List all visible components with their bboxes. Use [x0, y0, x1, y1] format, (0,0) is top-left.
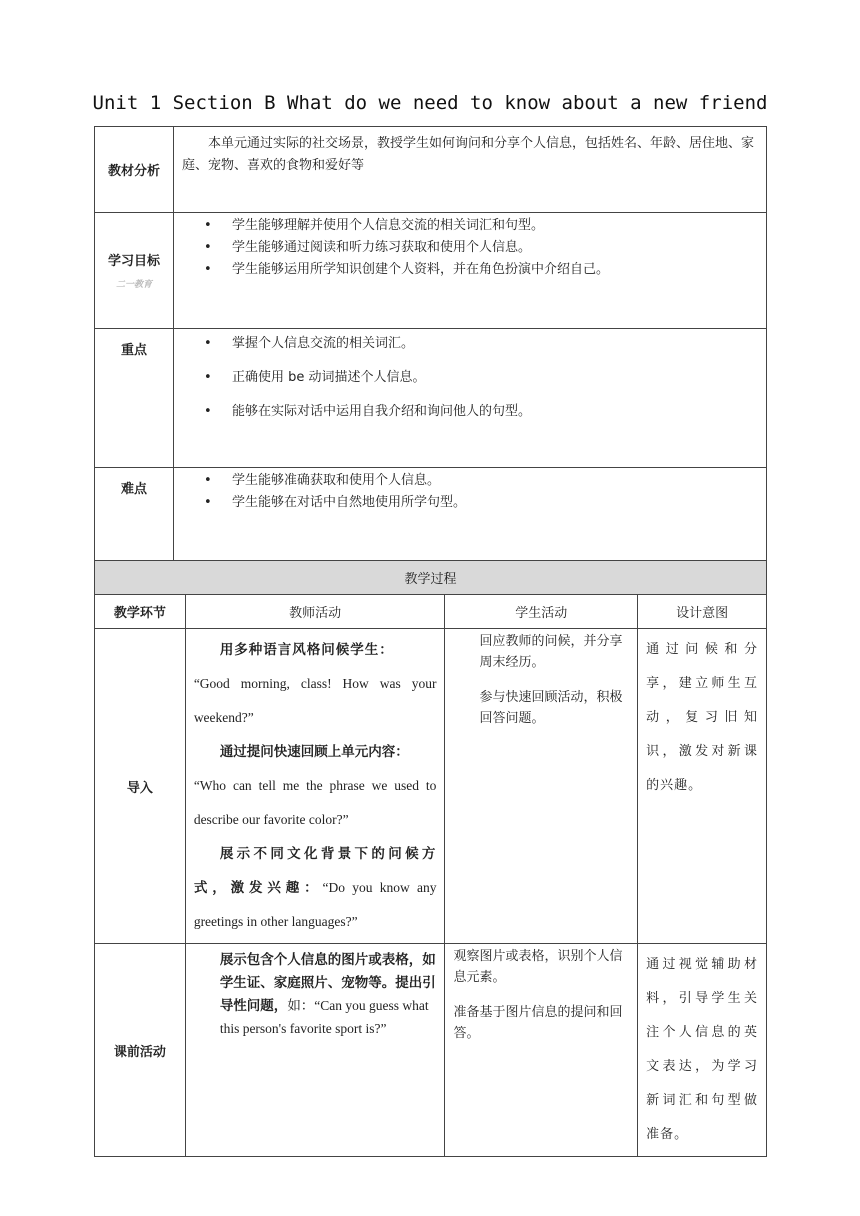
column-header: 教学环节	[95, 595, 186, 629]
column-header: 学生活动	[445, 595, 638, 629]
goals-list	[174, 215, 766, 281]
design-intent: 通过视觉辅助材料，引导学生关注个人信息的英文表达，为学习新词汇和句型做准备。	[638, 944, 767, 1157]
stage-cell: 课前活动	[95, 944, 186, 1157]
process-table	[94, 560, 767, 1157]
difficult-item: • 学生能够在对话中自然地使用所学句型。	[204, 492, 766, 514]
overview-table	[94, 126, 767, 561]
process-header: 教学过程	[95, 561, 767, 595]
key-label: 重点	[95, 329, 174, 468]
student-activity: 回应教师的问候，并分享周末经历。 参与快速回顾活动，积极回答问题。	[445, 629, 638, 944]
watermark-logo: 二一教育	[115, 280, 152, 290]
student-activity: 观察图片或表格，识别个人信息元素。 准备基于图片信息的提问和回答。	[445, 944, 638, 1157]
column-header: 教师活动	[185, 595, 445, 629]
design-intent: 通过问候和分享，建立师生互动，复习旧知识，激发对新课的兴趣。	[638, 629, 767, 944]
difficult-list	[174, 470, 766, 514]
key-list	[174, 333, 766, 423]
teacher-activity: 用多种语言风格问候学生： “Good morning, class! How was your weekend?” 通过提问快速回顾上单元内容： “Who can tell me the phrase we used to describe our favorite color?” 展示不同文化背景下的问候方式，激发兴趣：“Do you know any greetings in other languages?”	[185, 629, 445, 944]
difficult-item: • 学生能够准确获取和使用个人信息。	[204, 470, 766, 492]
stage-cell: 导入	[95, 629, 186, 944]
page-title: Unit 1 Section B What do we need to know about a new friend	[92, 92, 768, 114]
analysis-text: 本单元通过实际的社交场景，教授学生如何询问和分享个人信息，包括姓名、年龄、居住地、家庭、宠物、喜欢的食物和爱好等	[182, 136, 755, 173]
key-item: • 掌握个人信息交流的相关词汇。	[204, 333, 766, 355]
table-row	[95, 944, 767, 1157]
goal-item: • 学生能够运用所学知识创建个人资料，并在角色扮演中介绍自己。	[204, 259, 766, 281]
goal-item: • 学生能够通过阅读和听力练习获取和使用个人信息。	[204, 237, 766, 259]
key-item: • 正确使用 be 动词描述个人信息。	[204, 367, 766, 389]
difficult-label: 难点	[95, 468, 174, 561]
goal-item: • 学生能够理解并使用个人信息交流的相关词汇和句型。	[204, 215, 766, 237]
teacher-activity: 展示包含个人信息的图片或表格，如学生证、家庭照片、宠物等。提出引导性问题，如：“Can you guess what this person's favorite sport is?”	[185, 944, 445, 1157]
analysis-label: 教材分析	[95, 127, 174, 213]
table-row	[95, 629, 767, 944]
key-item: • 能够在实际对话中运用自我介绍和询问他人的句型。	[204, 401, 766, 423]
column-header: 设计意图	[638, 595, 767, 629]
goals-label: 学习目标	[107, 254, 160, 269]
